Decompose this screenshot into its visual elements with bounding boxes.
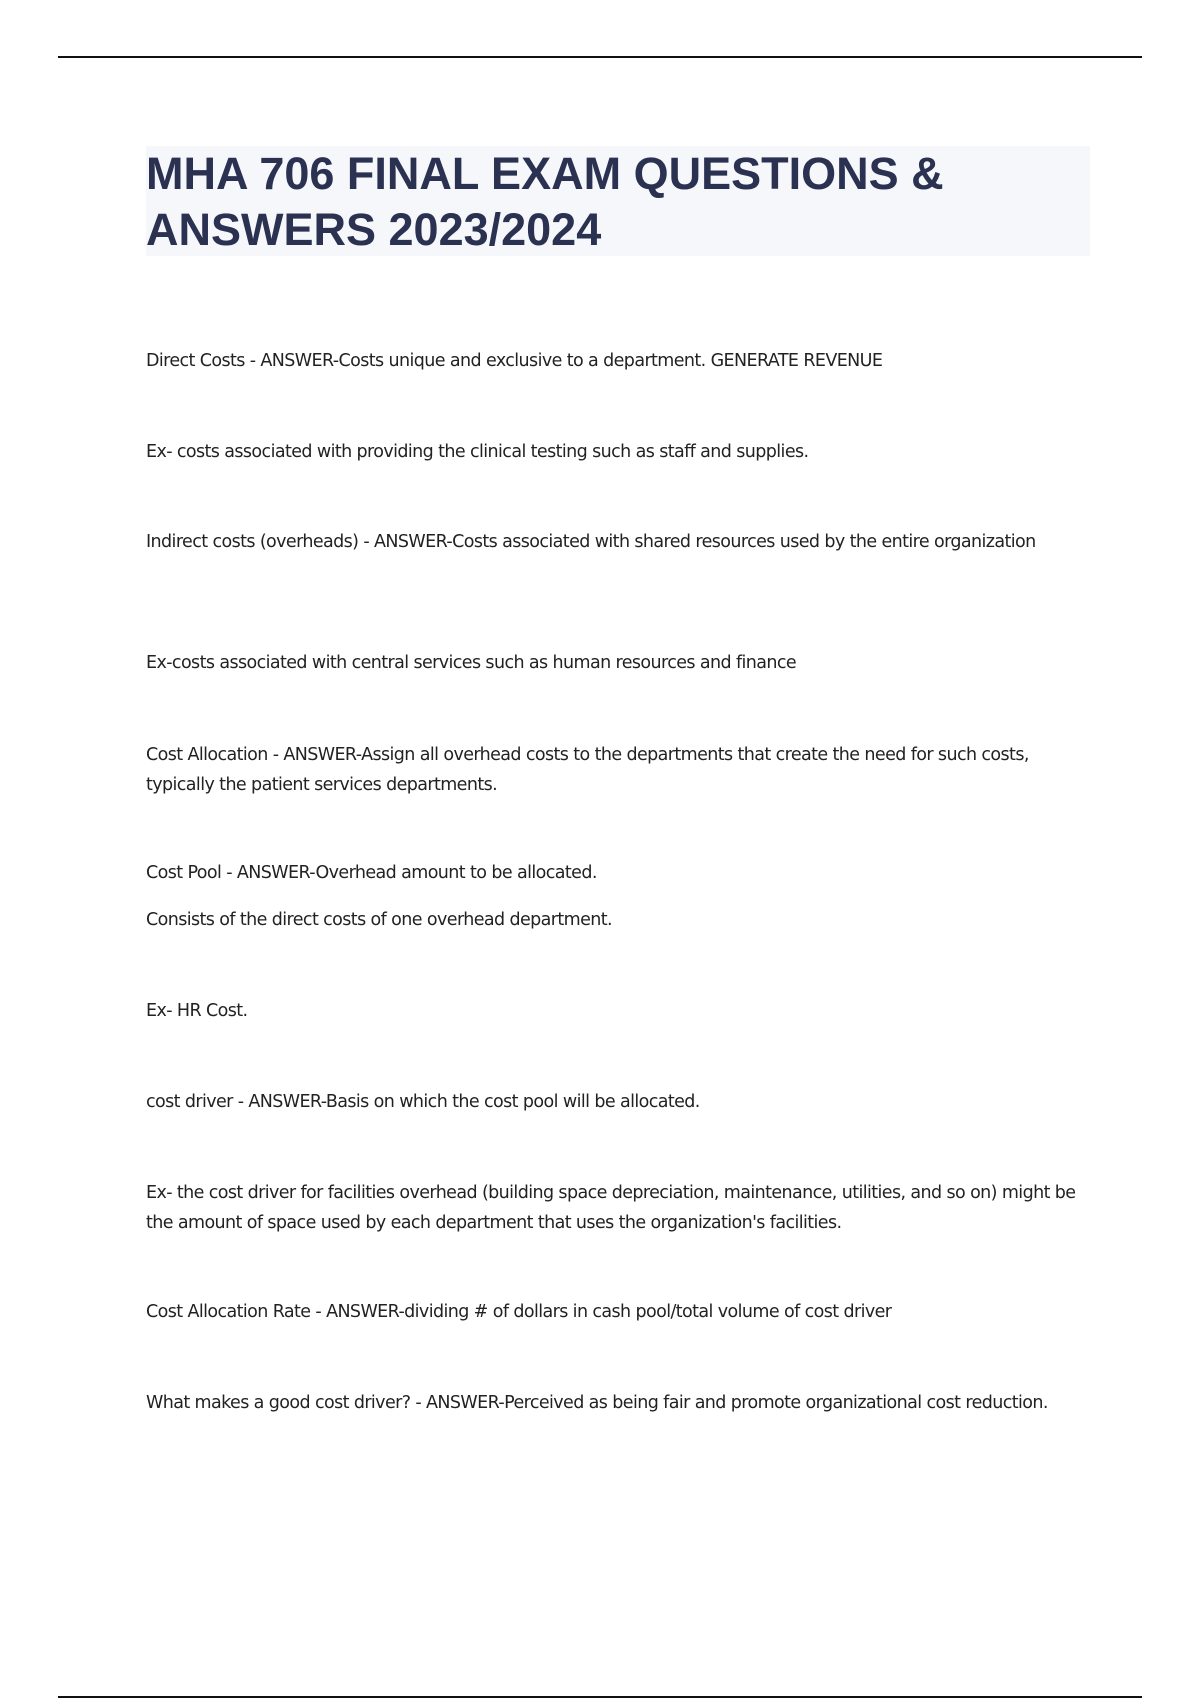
paragraph-cost-driver-example: Ex- the cost driver for facilities overhead (building space depreciation, maintenance, utilities, and so on) might be the amount of space used by each department that uses the organization's facilities. (146, 1183, 1076, 1233)
top-rule (58, 56, 1142, 58)
paragraph-indirect-costs-example: Ex-costs associated with central services such as human resources and finance (146, 653, 797, 673)
paragraph-cost-pool: Cost Pool - ANSWER-Overhead amount to be allocated. (146, 863, 597, 883)
paragraph-cost-allocation-rate: Cost Allocation Rate - ANSWER-dividing # of dollars in cash pool/total volume of cost driver (146, 1302, 892, 1322)
paragraph-cost-allocation: Cost Allocation - ANSWER-Assign all overhead costs to the departments that create the need for such costs, typically the patient services departments. (146, 745, 1029, 795)
paragraph-direct-costs: Direct Costs - ANSWER-Costs unique and exclusive to a department. GENERATE REVENUE (146, 351, 883, 371)
document-title: MHA 706 FINAL EXAM QUESTIONS & ANSWERS 2023/2024 (146, 148, 944, 255)
paragraph-cost-pool-example: Ex- HR Cost. (146, 1001, 248, 1021)
paragraph-indirect-costs: Indirect costs (overheads) - ANSWER-Costs associated with shared resources used by the entire organization (146, 532, 1036, 552)
paragraph-good-cost-driver: What makes a good cost driver? - ANSWER-Perceived as being fair and promote organizational cost reduction. (146, 1393, 1048, 1413)
bottom-rule (58, 1696, 1142, 1698)
paragraph-cost-pool-detail: Consists of the direct costs of one overhead department. (146, 910, 612, 930)
paragraph-direct-costs-example: Ex- costs associated with providing the clinical testing such as staff and supplies. (146, 442, 809, 462)
paragraph-cost-driver: cost driver - ANSWER-Basis on which the cost pool will be allocated. (146, 1092, 700, 1112)
